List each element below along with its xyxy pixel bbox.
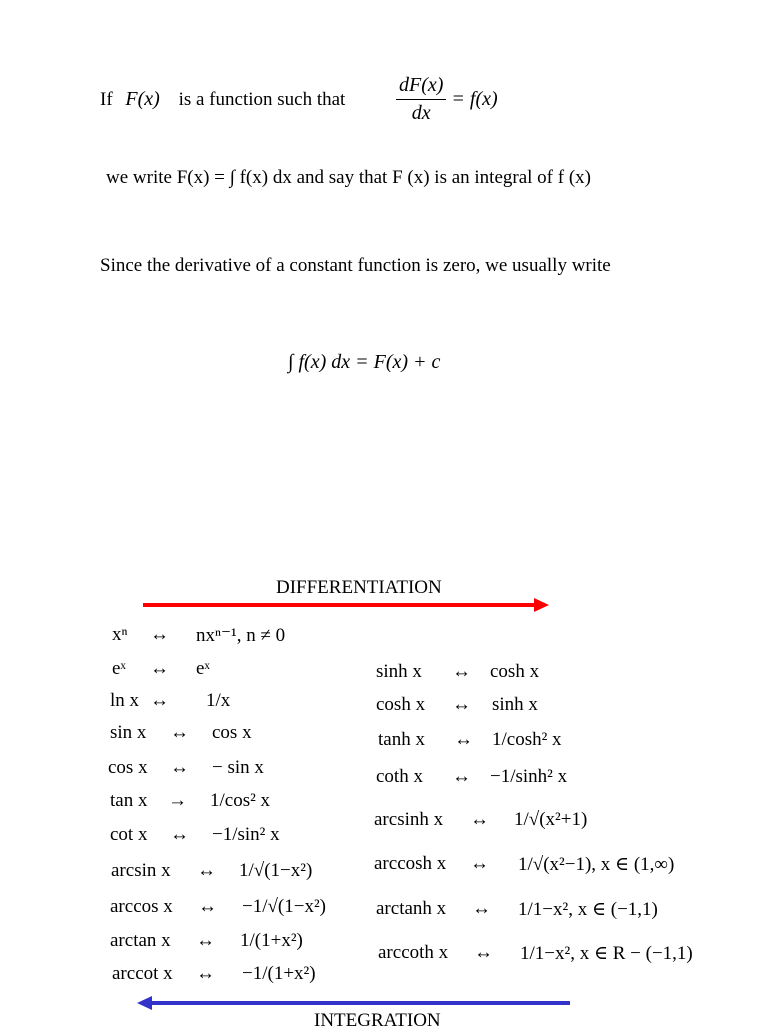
rule-arrow-icon: ↔ xyxy=(452,661,471,682)
integral-formula: ∫ f(x) dx = F(x) + c xyxy=(288,351,441,373)
intro-line-2: we write F(x) = ∫ f(x) dx and say that F (x) is an integral of f (x) xyxy=(106,167,591,188)
derivative-numerator: dF(x) xyxy=(396,74,446,100)
rule-derivative: −1/sinh² x xyxy=(490,766,568,787)
derivative-rhs: = f(x) xyxy=(451,88,498,110)
rule-function: ln x xyxy=(110,690,140,711)
rule-function: cos x xyxy=(108,757,148,778)
rule-arrow-icon: → xyxy=(168,790,187,811)
rule-arrow-icon: ↔ xyxy=(170,722,189,743)
intro-Fx: F(x) xyxy=(125,88,160,110)
rule-function: tan x xyxy=(110,790,148,811)
rule-function: eˣ xyxy=(112,658,126,679)
rule-function: arctanh x xyxy=(376,898,447,919)
rule-derivative: sinh x xyxy=(492,694,538,715)
rule-function: cot x xyxy=(110,824,148,845)
rule-function: tanh x xyxy=(378,729,425,750)
rule-derivative: 1/√(x²+1) xyxy=(514,809,588,830)
rule-function: arccosh x xyxy=(374,853,447,874)
rule-function: arctan x xyxy=(110,930,171,951)
rule-derivative: eˣ xyxy=(196,658,210,679)
rule-arrow-icon: ↔ xyxy=(170,824,189,845)
rule-arrow-icon: ↔ xyxy=(196,963,215,984)
rule-arrow-icon: ↔ xyxy=(452,694,471,715)
rule-function: xⁿ xyxy=(112,624,128,645)
rule-function: arccos x xyxy=(110,896,173,917)
rule-function: sinh x xyxy=(376,661,422,682)
rule-arrow-icon: ↔ xyxy=(150,690,169,711)
intro-if: If xyxy=(100,89,113,110)
rule-derivative: 1/x xyxy=(206,690,231,711)
rule-derivative: −1/sin² x xyxy=(212,824,280,845)
intro-such-that: is a function such that xyxy=(178,89,346,110)
rule-derivative: cosh x xyxy=(490,661,540,682)
rule-arrow-icon: ↔ xyxy=(472,898,491,919)
rule-function: sin x xyxy=(110,722,147,743)
rule-arrow-icon: ↔ xyxy=(170,757,189,778)
rule-arrow-icon: ↔ xyxy=(198,896,217,917)
rule-arrow-icon: ↔ xyxy=(470,809,489,830)
rule-function: arcsinh x xyxy=(374,809,444,830)
rule-arrow-icon: ↔ xyxy=(197,860,216,881)
integration-label: INTEGRATION xyxy=(314,1010,441,1031)
rule-derivative: cos x xyxy=(212,722,252,743)
rule-arrow-icon: ↔ xyxy=(196,930,215,951)
rule-derivative: − sin x xyxy=(212,757,264,778)
intro-line-3: Since the derivative of a constant function is zero, we usually write xyxy=(100,255,611,276)
rule-arrow-icon: ↔ xyxy=(452,766,471,787)
differentiation-label: DIFFERENTIATION xyxy=(276,577,442,598)
derivative-denominator: dx xyxy=(411,102,431,124)
rule-derivative: −1/√(1−x²) xyxy=(242,896,326,917)
rule-function: arccot x xyxy=(112,963,173,984)
rule-derivative: nxⁿ⁻¹, n ≠ 0 xyxy=(196,625,286,646)
rule-derivative: −1/(1+x²) xyxy=(242,963,316,984)
rule-function: coth x xyxy=(376,766,423,787)
rule-function: cosh x xyxy=(376,694,426,715)
rule-derivative: 1/cos² x xyxy=(210,790,271,811)
rule-arrow-icon: ↔ xyxy=(474,942,493,963)
rule-arrow-icon: ↔ xyxy=(150,658,169,679)
rule-derivative: 1/(1+x²) xyxy=(240,930,303,951)
rule-function: arcsin x xyxy=(111,860,171,881)
rule-derivative: 1/1−x², x ∈ R − (−1,1) xyxy=(520,943,693,964)
rule-derivative: 1/√(1−x²) xyxy=(239,860,313,881)
rule-function: arccoth x xyxy=(378,942,449,963)
rule-arrow-icon: ↔ xyxy=(454,729,473,750)
rule-arrow-icon: ↔ xyxy=(150,624,169,645)
rule-arrow-icon: ↔ xyxy=(470,853,489,874)
rule-derivative: 1/1−x², x ∈ (−1,1) xyxy=(518,899,658,920)
rule-derivative: 1/√(x²−1), x ∈ (1,∞) xyxy=(518,854,675,875)
rule-derivative: 1/cosh² x xyxy=(492,729,562,750)
